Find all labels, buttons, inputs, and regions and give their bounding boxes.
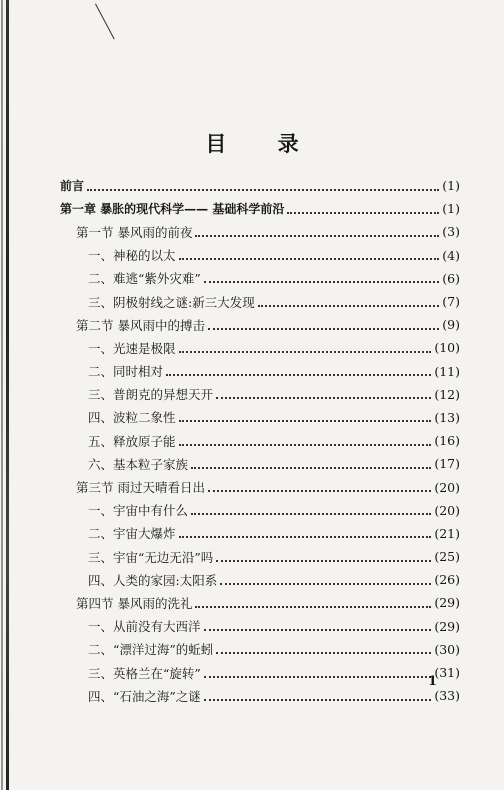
toc-entry-text: 前言 (60, 179, 85, 194)
toc-entry-text: 四、“石油之海”之谜 (88, 688, 201, 704)
toc-entry-item[interactable] (60, 568, 460, 591)
toc-entry-section-2[interactable] (60, 313, 460, 336)
toc-entry-item[interactable] (60, 499, 460, 522)
toc-entry-text: 三、英格兰在“旋转” (88, 665, 201, 681)
toc-entry-item[interactable] (60, 522, 460, 545)
dot-leader (216, 640, 431, 654)
toc-entry-text: 五、释放原子能 (88, 433, 176, 449)
dot-leader (179, 408, 432, 422)
toc-page-number: (25) (434, 549, 460, 565)
toc-entry-text: 三、普朗克的异想天开 (88, 387, 214, 403)
table-of-contents (60, 174, 460, 707)
toc-page-number: (4) (442, 247, 460, 263)
toc-page-number: (29) (434, 595, 460, 611)
toc-entry-text: 二、同时相对 (88, 364, 164, 380)
toc-entry-section-4[interactable] (60, 591, 460, 614)
toc-page-number: (3) (442, 224, 460, 240)
toc-entry-text: 三、宇宙“无边无沿”吗 (88, 549, 214, 565)
toc-entry-text: 第二节 暴风雨中的搏击 (76, 317, 205, 333)
toc-page-number: (33) (434, 688, 460, 704)
toc-page-number: (13) (434, 409, 460, 425)
toc-page-number: (29) (434, 618, 460, 634)
toc-entry-text: 第一节 暴风雨的前夜 (76, 224, 193, 240)
toc-entry-chapter-1[interactable] (60, 197, 460, 220)
toc-entry-item[interactable] (60, 336, 460, 359)
toc-entry-text: 第三节 雨过天晴看日出 (76, 480, 205, 496)
page-number: 1 (428, 674, 438, 689)
toc-entry-item[interactable] (60, 244, 460, 267)
toc-page-number: (7) (442, 294, 460, 310)
toc-entry-item[interactable] (60, 290, 460, 313)
dot-leader (208, 478, 431, 492)
toc-entry-item[interactable] (60, 661, 460, 684)
toc-page-number: (9) (442, 317, 460, 333)
toc-page-number: (21) (434, 525, 460, 541)
dot-leader (87, 177, 439, 191)
toc-entry-text: 一、神秘的以太 (88, 248, 176, 264)
toc-page-number: (10) (434, 340, 460, 356)
dot-leader (195, 223, 439, 237)
dot-leader (179, 339, 432, 353)
dot-leader (216, 385, 431, 399)
toc-page-number: (1) (442, 178, 460, 194)
toc-entry-text: 二、宇宙大爆炸 (88, 526, 176, 542)
dot-leader (195, 594, 431, 608)
toc-page-number: (16) (434, 433, 460, 449)
dot-leader (204, 687, 432, 701)
toc-entry-text: 一、宇宙中有什么 (88, 503, 189, 519)
toc-entry-text: 四、人类的家园:太阳系 (88, 572, 218, 588)
toc-page-number: (6) (442, 270, 460, 286)
dot-leader (258, 293, 440, 307)
dot-leader (179, 524, 432, 538)
dot-leader (208, 316, 439, 330)
dot-leader (191, 501, 431, 515)
dot-leader (204, 664, 432, 678)
binding-shadow (1, 0, 3, 790)
toc-entry-text: 一、光速是极限 (88, 340, 176, 356)
toc-entry-text: 四、波粒二象性 (88, 410, 176, 426)
toc-page-number: (30) (434, 641, 460, 657)
toc-entry-item[interactable] (60, 360, 460, 383)
toc-entry-section-3[interactable] (60, 475, 460, 498)
toc-page-number: (20) (434, 479, 460, 495)
toc-page-number: (20) (434, 502, 460, 518)
toc-entry-item[interactable] (60, 406, 460, 429)
toc-page-number: (31) (434, 665, 460, 681)
dot-leader (287, 200, 439, 214)
toc-page-number: (12) (434, 386, 460, 402)
toc-entry-text: 二、难逃“紫外灾难” (88, 271, 201, 287)
binding-edge (6, 0, 9, 790)
dot-leader (179, 246, 440, 260)
toc-page-number: (11) (434, 363, 460, 379)
toc-entry-item[interactable] (60, 267, 460, 290)
toc-page-number: (1) (442, 201, 460, 217)
dot-leader (220, 571, 431, 585)
dot-leader (191, 455, 431, 469)
toc-entry-text: 三、阴极射线之谜:新三大发现 (88, 294, 255, 310)
page-title: 目 录 (205, 132, 321, 156)
toc-entry-item[interactable] (60, 615, 460, 638)
toc-entry-text: 第一章 暴胀的现代科学—— 基础科学前沿 (60, 202, 285, 217)
toc-entry-item[interactable] (60, 638, 460, 661)
toc-entry-preface[interactable] (60, 174, 460, 197)
toc-entry-item[interactable] (60, 452, 460, 475)
toc-entry-item[interactable] (60, 684, 460, 707)
toc-entry-text: 二、“漂洋过海”的蚯蚓 (88, 642, 214, 658)
dot-leader (204, 269, 440, 283)
toc-entry-text: 第四节 暴风雨的洗礼 (76, 595, 193, 611)
dot-leader (204, 617, 432, 631)
toc-page-number: (17) (434, 456, 460, 472)
dot-leader (216, 548, 431, 562)
scan-mark (95, 4, 115, 40)
toc-entry-text: 六、基本粒子家族 (88, 456, 189, 472)
dot-leader (166, 362, 431, 376)
toc-entry-item[interactable] (60, 545, 460, 568)
toc-entry-text: 一、从前没有大西洋 (88, 619, 201, 635)
toc-entry-item[interactable] (60, 383, 460, 406)
toc-entry-section-1[interactable] (60, 220, 460, 243)
dot-leader (179, 432, 432, 446)
toc-page-number: (26) (434, 572, 460, 588)
toc-entry-item[interactable] (60, 429, 460, 452)
